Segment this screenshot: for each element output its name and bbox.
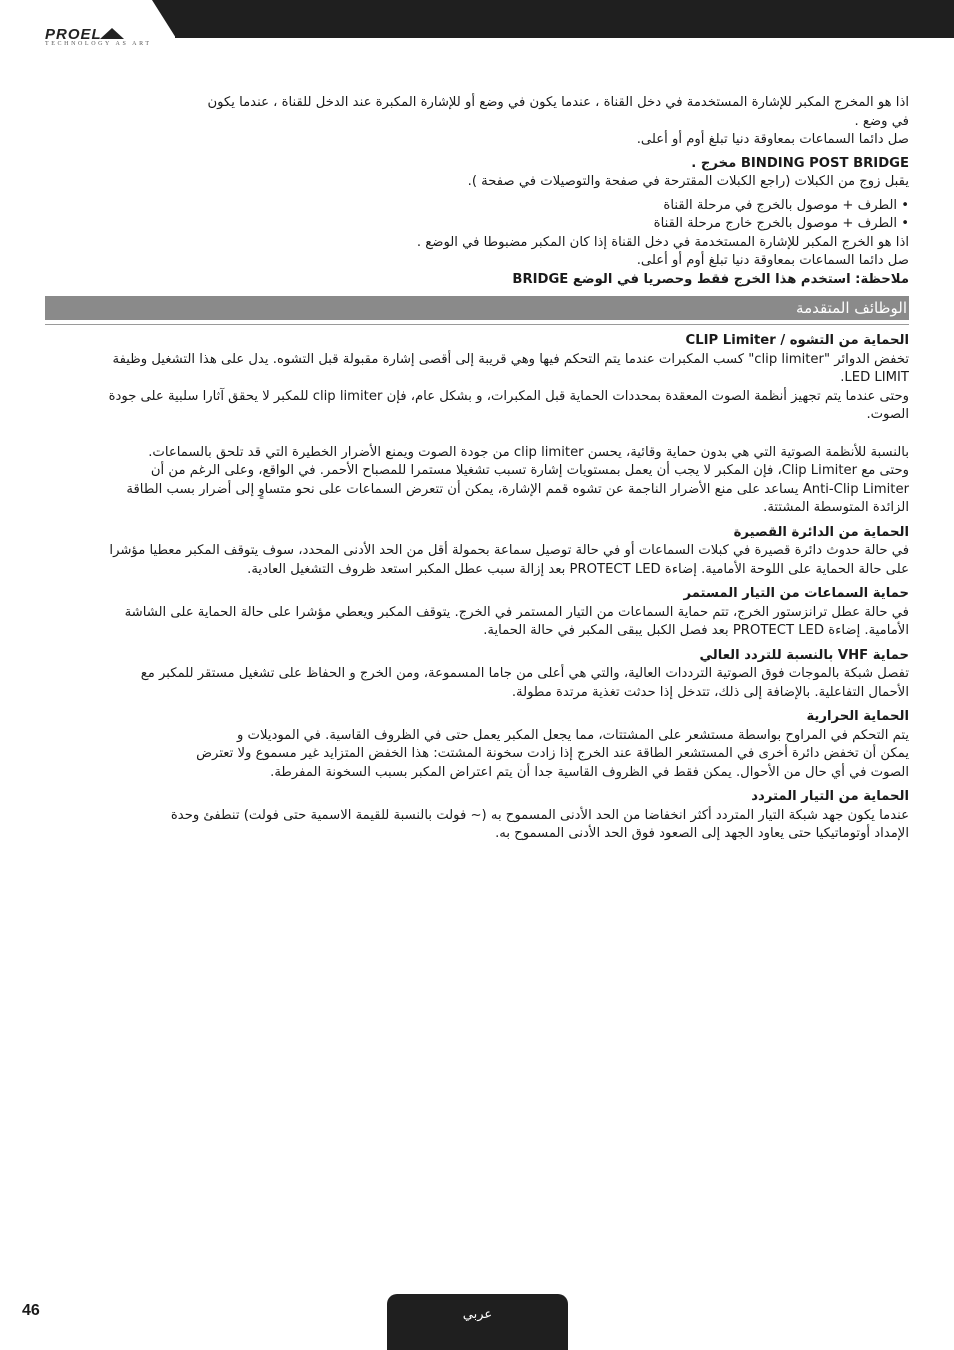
- dc-protection-line: في حالة عطل ترانزستور الخرج، تتم حماية السماعات من التيار المستمر في الخرج. يتوقف المكبر ويعطي مؤشرا على حالة الحماية على الشاشة: [124, 604, 909, 620]
- section-header: الوظائف المتقدمة: [45, 296, 909, 320]
- clip-line: الصوت.: [866, 407, 909, 422]
- bridge-note: ملاحظة: استخدم هذا الخرج فقط وحصريا في الوضع BRIDGE: [512, 271, 909, 287]
- page-number: 46: [22, 1302, 40, 1319]
- clip-line: LED LIMIT.: [840, 370, 909, 385]
- vhf-heading: حماية VHF بالنسبة للتردد العالي: [699, 647, 909, 663]
- clip-limiter-heading: الحماية من التشوه / CLIP Limiter: [685, 333, 909, 348]
- short-circuit-line: في حالة حدوث دائرة قصيرة في كبلات السماعات أو في حالة توصيل سماعة بحمولة أقل من الحد الأدنى المحدد، سوف يتوقف المكبر معطيا مؤشرا: [109, 543, 909, 558]
- short-circuit-heading: الحماية من الدائرة القصيرة: [733, 524, 909, 540]
- top-bar: [0, 0, 954, 40]
- bridge-title: BINDING POST BRIDGE مخرج .: [691, 155, 909, 171]
- dc-protection-line: الأمامية. إضاءة PROTECT LED بعد فصل الكبل يبقى المكبر في حالة الحماية.: [483, 623, 909, 638]
- intro-line: صل دائما السماعات بمعاوقة دنيا تبلغ أوم أو أعلى.: [636, 132, 909, 147]
- brand-logo: PROEL: [45, 26, 102, 43]
- clip-line: Anti-Clip Limiter يساعد على منع الأضرار الناجمة عن تشوه قمم الإشارة، يمكن أن تتعرض السماعات على نحو متساوٍ إلى أضرار بسب الطاقة: [126, 481, 909, 497]
- bridge-line: اذا هو الخرج المكبر للإشارة المستخدمة في دخل القناة إذا كان المكبر مضبوطا في الوضع .: [416, 234, 909, 250]
- short-circuit-line: على حالة الحماية على اللوحة الأمامية. إضاءة PROTECT LED بعد إزالة سبب عطل المكبر استعد ظروف التشغيل العادية.: [247, 561, 909, 577]
- clip-line: بالنسبة للأنظمة الصوتية التي هي بدون حماية وقائية، يحسن clip limiter من جودة الصوت ويمنع الأضرار الخطيرة التي قد تلحق بالسماعات.: [148, 444, 909, 460]
- bridge-line: • الطرف + موصول بالخرج في مرحلة القناة: [663, 197, 909, 213]
- thermal-heading: الحماية الحرارية: [806, 709, 909, 724]
- thermal-line: يتم التحكم في المراوح بواسطة مستشعر على المشتتات، مما يجعل المكبر يعمل حتى في الظروف القاسية. في الموديلات و: [236, 727, 909, 743]
- bridge-line: صل دائما السماعات بمعاوقة دنيا تبلغ أوم أو أعلى.: [636, 253, 909, 268]
- ac-protection-heading: الحماية من التيار المتردد: [751, 789, 909, 804]
- clip-line: وحتى عندما يتم تجهيز أنظمة الصوت المعقدة بمحددات الحماية قبل المكبرات، و بشكل عام، فإن clip limiter للمكبر لا يحقق آثارا سلبية على جودة: [108, 388, 909, 404]
- bridge-line: • الطرف + موصول بالخرج خارج مرحلة القناة: [653, 216, 909, 231]
- vhf-line: الأحمال التفاعلية. بالإضافة إلى ذلك، تتدخل إذا حدثت تغذية مرتدة مطولة.: [511, 684, 909, 700]
- clip-line: وحتى مع Clip Limiter، فإن المكبر لا يجب أن يعمل بمستويات إشارة تسبب تشغيلا مستمرا للمصباح الأحمر. في الواقع، وعلى الرغم من أن: [150, 463, 909, 478]
- top-bar-wedge: [152, 0, 176, 38]
- clip-line: تخفض الدوائر "clip limiter" كسب المكبرات عندما يتم التحكم فيها وهي قريبة إلى أقصى إشارة مقبولة قبل التشوه. يدل على هذا التشغيل وظيفة: [112, 351, 909, 367]
- brand-tagline: TECHNOLOGY AS ART: [45, 41, 152, 47]
- thermal-line: يمكن أن تخفض دائرة أخرى في المستشعر الطاقة عند الخرج إذا زادت سخونة المشتت: هذا الخفض المتزايد غير مسموع ولا تعترض: [196, 746, 909, 761]
- ac-protection-line: الإمداد أوتوماتيكيا حتى يعاود الجهد إلى الصعود فوق الحد الأدنى المسموح به.: [495, 826, 909, 841]
- language-tab: عربي: [387, 1294, 568, 1350]
- logo-mark-icon: [100, 28, 124, 39]
- thermal-line: الصوت في أي حال من الأحوال. يمكن فقط في الظروف القاسية جدا أن يتم اعتراض المكبر بسبب السخونة المفرطة.: [270, 764, 909, 780]
- bridge-line: يقبل زوج من الكبلات (راجع الكبلات المقترحة في صفحة والتوصيلات في صفحة ).: [467, 174, 909, 189]
- page-content: [45, 94, 909, 844]
- ac-protection-line: عندما يكون جهد شبكة التيار المتردد أكثر انخفاضا من الحد الأدنى المسموح به (~ فولت بالنسبة للقيمة الاسمية حتى فولت) تنطفئ وحدة: [170, 807, 909, 823]
- dc-protection-heading: حماية السماعات من التيار المستمر: [683, 586, 909, 601]
- intro-line: في وضع .: [854, 113, 909, 129]
- top-bar-band: [175, 0, 954, 38]
- clip-line: الزائدة المتوسطة المشتتة.: [763, 500, 909, 515]
- section-divider: [45, 324, 909, 325]
- vhf-line: تفصل شبكة بالموجات فوق الصوتية الترددات العالية، والتي هي أعلى من جاما المسموعة، ومن الخرج و الحفاظ على تشغيل مستقر للمكبر مع: [140, 666, 909, 681]
- intro-line: اذا هو المخرج المكبر للإشارة المستخدمة في دخل القناة ، عندما يكون في وضع أو للإشارة المكبرة عند الدخل للقناة ، عندما يكون: [207, 95, 909, 110]
